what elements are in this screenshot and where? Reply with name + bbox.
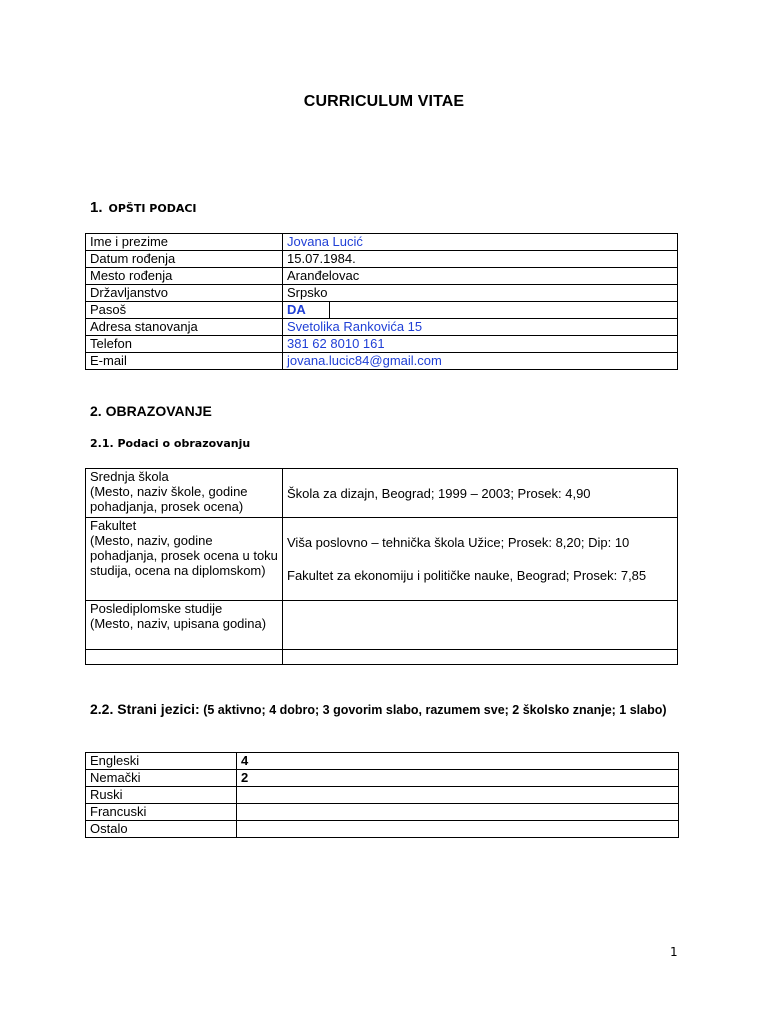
field-label: Adresa stanovanja [86, 319, 283, 336]
table-row [86, 787, 679, 804]
language-label: Ostalo [86, 821, 237, 838]
education-value-line: Škola za dizajn, Beograd; 1999 – 2003; Prosek: 4,90 [287, 485, 591, 501]
education-value [283, 601, 678, 650]
table-row [86, 601, 678, 650]
field-value-citizenship: Srpsko [283, 285, 678, 302]
field-label: Mesto rođenja [86, 268, 283, 285]
field-value-name: Jovana Lucić [283, 234, 678, 251]
education-table [85, 468, 678, 665]
field-value-passport: DA [283, 302, 330, 318]
section-1-heading [90, 199, 197, 216]
table-row [86, 770, 679, 787]
document-title: CURRICULUM VITAE [303, 93, 465, 110]
language-label: Engleski [86, 753, 237, 770]
education-value [283, 650, 678, 665]
education-value [283, 518, 678, 601]
table-row [86, 753, 679, 770]
field-value-email[interactable]: jovana.lucic84@gmail.com [283, 353, 678, 370]
education-label: Srednja škola (Mesto, naziv škole, godine pohadjanja, prosek ocena) [86, 469, 283, 518]
table-row [86, 319, 678, 336]
section-2-2-scale: (5 aktivno; 4 dobro; 3 govorim slabo, razumem sve; 2 školsko znanje; 1 slabo) [203, 703, 667, 717]
language-level [237, 821, 679, 838]
page-number: 1 [670, 945, 678, 959]
field-value-phone: 381 62 8010 161 [283, 336, 678, 353]
language-label: Ruski [86, 787, 237, 804]
education-label: Fakultet (Mesto, naziv, godine pohadjanja, prosek ocena u toku studija, ocena na diplomskom) [86, 518, 283, 601]
language-label: Nemački [86, 770, 237, 787]
education-value-line: Fakultet za ekonomiju i političke nauke, Beograd; Prosek: 7,85 [287, 568, 647, 583]
table-row [86, 821, 679, 838]
general-info-table [85, 233, 678, 370]
section-2-2-lead: 2.2. Strani jezici: [90, 701, 200, 717]
field-value-passport-cell [283, 302, 678, 319]
table-row [86, 804, 679, 821]
language-level [237, 804, 679, 821]
section-1-title: OPŠTI PODACI [108, 202, 197, 215]
section-2-1-heading: 2.1. Podaci o obrazovanju [90, 437, 251, 450]
languages-table [85, 752, 679, 838]
table-row [86, 336, 678, 353]
language-level [237, 787, 679, 804]
field-label: Ime i prezime [86, 234, 283, 251]
field-label: Pasoš [86, 302, 283, 319]
language-level: 2 [237, 770, 679, 787]
table-row [86, 285, 678, 302]
field-label: Datum rođenja [86, 251, 283, 268]
education-value-line: Viša poslovno – tehnička škola Užice; Prosek: 8,20; Dip: 10 [287, 535, 630, 550]
field-value-birthplace: Aranđelovac [283, 268, 678, 285]
table-row [86, 234, 678, 251]
table-row [86, 302, 678, 319]
table-row [86, 469, 678, 518]
field-value-birthdate: 15.07.1984. [283, 251, 678, 268]
table-row [86, 353, 678, 370]
section-1-number: 1. [90, 199, 103, 216]
language-label: Francuski [86, 804, 237, 821]
table-row [86, 650, 678, 665]
field-label: Telefon [86, 336, 283, 353]
language-level: 4 [237, 753, 679, 770]
field-value-address: Svetolika Rankovića 15 [283, 319, 678, 336]
education-label: Poslediplomske studije (Mesto, naziv, upisana godina) [86, 601, 283, 650]
section-2-2-heading [90, 700, 690, 720]
section-2-heading: 2. OBRAZOVANJE [90, 403, 212, 419]
field-label: Državljanstvo [86, 285, 283, 302]
table-row [86, 518, 678, 601]
education-value [283, 469, 678, 518]
education-label [86, 650, 283, 665]
table-row [86, 268, 678, 285]
field-label: E-mail [86, 353, 283, 370]
table-row [86, 251, 678, 268]
